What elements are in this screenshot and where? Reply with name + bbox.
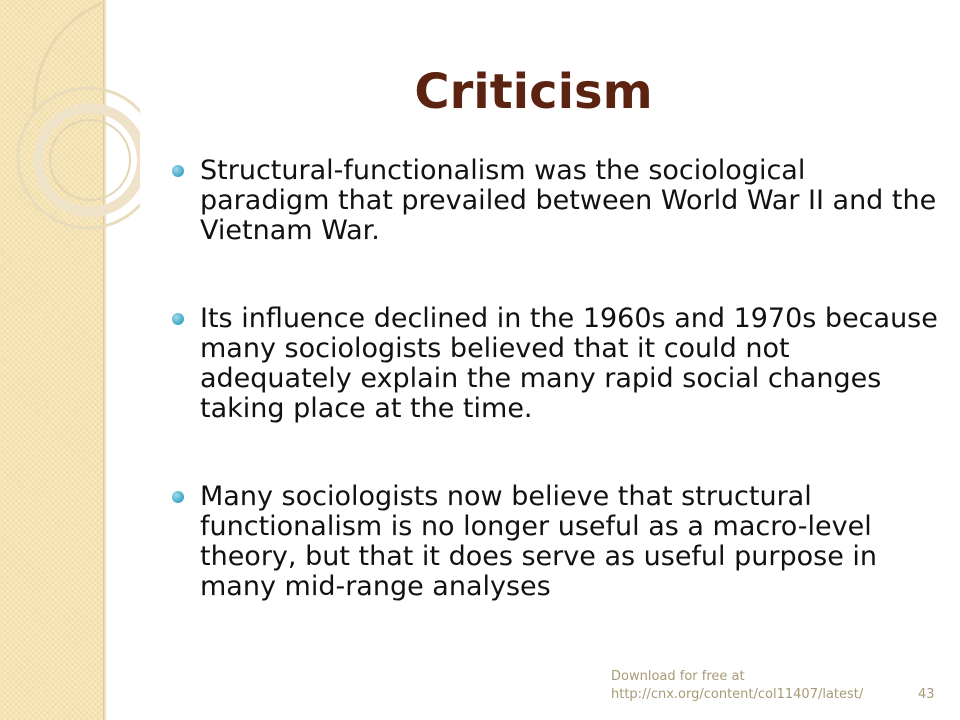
bullet-item	[172, 304, 942, 424]
bullet-text: Structural-functionalism was the sociological paradigm that prevailed between World War II and the Vietnam War.	[200, 155, 937, 246]
bullet-dot-icon	[172, 165, 184, 177]
decorative-rings-ornament	[0, 0, 140, 260]
page-number: 43	[918, 687, 935, 702]
slide-title: Criticism	[414, 64, 653, 120]
bullet-list	[172, 156, 942, 602]
bullet-item	[172, 482, 942, 602]
footer-attribution	[611, 668, 911, 704]
footer-link[interactable]: http://cnx.org/content/col11407/latest/	[611, 687, 864, 702]
footer-line-1: Download for free at	[611, 669, 745, 684]
bullet-dot-icon	[172, 313, 184, 325]
bullet-item	[172, 156, 942, 246]
bullet-text: Many sociologists now believe that structural functionalism is no longer useful as a macro-level theory, but that it does serve as useful purpose in many mid-range analyses	[200, 481, 878, 602]
bullet-dot-icon	[172, 491, 184, 503]
bullet-text: Its influence declined in the 1960s and 1970s because many sociologists believed that it could not adequately explain the many rapid social changes taking place at the time.	[200, 303, 938, 424]
